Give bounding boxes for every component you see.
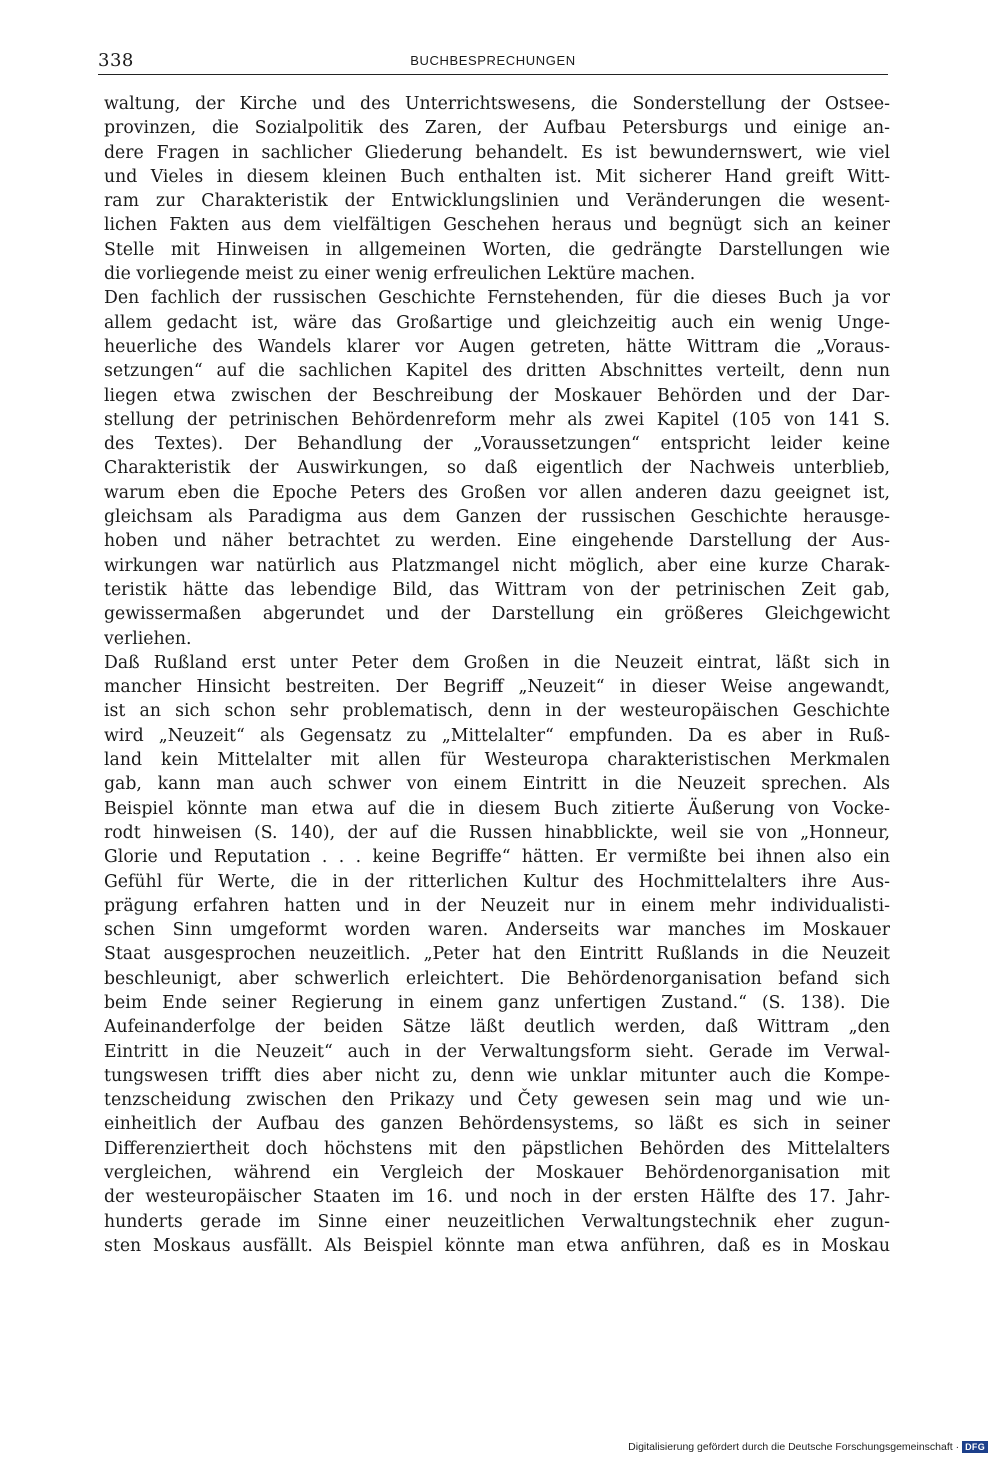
- text-line: Stelle mit Hinweisen in allgemeinen Worten, die gedrängte Darstellungen wie: [104, 239, 890, 260]
- text-line: liegen etwa zwischen der Beschreibung der Moskauer Behörden und der Dar-: [104, 385, 890, 406]
- dfg-logo: DFG: [962, 1441, 988, 1453]
- text-line: beim Ende seiner Regierung in einem ganz unfertigen Zustand.“ (S. 138). Die: [104, 992, 890, 1013]
- text-line: sten Moskaus ausfällt. Als Beispiel könnte man etwa anführen, daß es in Moskau: [104, 1235, 890, 1256]
- text-line: allem gedacht ist, wäre das Großartige und gleichzeitig auch ein wenig Unge-: [104, 312, 890, 333]
- paragraph: [104, 92, 890, 286]
- text-line: einheitlich der Aufbau des ganzen Behördensystems, so läßt es sich in seiner: [104, 1114, 890, 1135]
- text-line: gleichsam als Paradigma aus dem Ganzen der russischen Geschichte herausge-: [104, 507, 890, 528]
- text-line: tungswesen trifft dies aber nicht zu, denn wie unklar mitunter auch die Kompe-: [104, 1065, 890, 1086]
- paragraph: [104, 286, 890, 650]
- text-line: ram zur Charakteristik der Entwicklungslinien und Veränderungen die wesent-: [104, 191, 890, 212]
- paragraph: [104, 651, 890, 1258]
- body-text: [104, 92, 890, 1258]
- text-line: Beispiel könnte man etwa auf die in diesem Buch zitierte Äußerung von Vocke-: [104, 798, 890, 819]
- text-line: Aufeinanderfolge der beiden Sätze läßt deutlich werden, daß Wittram „den: [104, 1017, 890, 1038]
- text-line: der westeuropäischer Staaten im 16. und noch in der ersten Hälfte des 17. Jahr-: [104, 1187, 890, 1208]
- text-line: heuerliche des Wandels klarer vor Augen getreten, hätte Wittram die „Voraus-: [104, 336, 890, 357]
- text-line: provinzen, die Sozialpolitik des Zaren, der Aufbau Petersburgs und einige an-: [104, 118, 890, 139]
- text-line: prägung erfahren hatten und in der Neuzeit nur in einem mehr individualisti-: [104, 895, 890, 916]
- text-line: beschleunigt, aber schwerlich erleichtert. Die Behördenorganisation befand sich: [104, 968, 890, 989]
- text-line: vergleichen, während ein Vergleich der Moskauer Behördenorganisation mit: [104, 1163, 890, 1184]
- text-line: Glorie und Reputation . . . keine Begriffe“ hätten. Er vermißte bei ihnen also ein: [104, 847, 890, 868]
- text-line: Gefühl für Werte, die in der ritterlichen Kultur des Hochmittelalters ihre Aus-: [104, 871, 890, 892]
- text-line: teristik hätte das lebendige Bild, das Wittram von der petrinischen Zeit gab,: [104, 579, 890, 600]
- text-line: ist an sich schon sehr problematisch, denn in der westeuropäischen Geschichte: [104, 701, 890, 722]
- text-line: verliehen.: [104, 628, 192, 649]
- text-line: gab, kann man auch schwer von einem Eintritt in die Neuzeit sprechen. Als: [104, 774, 890, 795]
- text-line: hoben und näher betrachtet zu werden. Eine eingehende Darstellung der Aus-: [104, 531, 890, 552]
- text-line: setzungen“ auf die sachlichen Kapitel des dritten Abschnittes verteilt, denn nun: [104, 361, 890, 382]
- footer-credit: [628, 1441, 988, 1453]
- text-line: tenzscheidung zwischen den Prikazy und Čety gewesen sein mag und wie un-: [104, 1090, 890, 1111]
- text-line: Differenziertheit doch höchstens mit den päpstlichen Behörden des Mittelalters: [104, 1138, 890, 1159]
- text-line: mancher Hinsicht bestreiten. Der Begriff „Neuzeit“ in dieser Weise angewandt,: [104, 677, 890, 698]
- text-line: lichen Fakten aus dem vielfältigen Geschehen heraus und begnügt sich an keiner: [104, 215, 890, 236]
- page-header: [98, 50, 888, 75]
- text-line: Eintritt in die Neuzeit“ auch in der Verwaltungsform sieht. Gerade im Verwal-: [104, 1041, 890, 1062]
- text-line: schen Sinn umgeformt worden waren. Anderseits war manches im Moskauer: [104, 920, 890, 941]
- footer-credit-text: Digitalisierung gefördert durch die Deutsche Forschungsgemeinschaft ·: [628, 1441, 960, 1453]
- text-line: wird „Neuzeit“ als Gegensatz zu „Mittelalter“ empfunden. Da es aber in Ruß-: [104, 725, 890, 746]
- text-line: gewissermaßen abgerundet und der Darstellung ein größeres Gleichgewicht: [104, 604, 890, 625]
- text-line: des Textes). Der Behandlung der „Voraussetzungen“ entspricht leider keine: [104, 434, 890, 455]
- text-line: und Vieles in diesem kleinen Buch enthalten ist. Mit sicherer Hand greift Witt-: [104, 166, 890, 187]
- text-line: Den fachlich der russischen Geschichte Fernstehenden, für die dieses Buch ja vor: [104, 288, 890, 309]
- text-line: die vorliegende meist zu einer wenig erfreulichen Lektüre machen.: [104, 264, 696, 285]
- text-line: Daß Rußland erst unter Peter dem Großen in die Neuzeit eintrat, läßt sich in: [104, 652, 890, 673]
- text-line: waltung, der Kirche und des Unterrichtswesens, die Sonderstellung der Ostsee-: [104, 94, 890, 114]
- text-line: Staat ausgesprochen neuzeitlich. „Peter hat den Eintritt Rußlands in die Neuzeit: [104, 944, 890, 965]
- page-number: 338: [98, 50, 134, 71]
- text-line: warum eben die Epoche Peters des Großen vor allen anderen dazu geeignet ist,: [104, 482, 890, 503]
- text-line: wirkungen war natürlich aus Platzmangel nicht möglich, aber eine kurze Charak-: [104, 555, 890, 576]
- text-line: stellung der petrinischen Behördenreform mehr als zwei Kapitel (105 von 141 S.: [104, 409, 890, 430]
- text-line: hunderts gerade im Sinne einer neuzeitlichen Verwaltungstechnik eher zugun-: [104, 1211, 890, 1232]
- text-line: Charakteristik der Auswirkungen, so daß eigentlich der Nachweis unterblieb,: [104, 458, 890, 479]
- text-line: rodt hinweisen (S. 140), der auf die Russen hinabblickte, weil sie von „Honneur,: [104, 822, 890, 843]
- running-head: BUCHBESPRECHUNGEN: [410, 53, 576, 68]
- text-line: dere Fragen in sachlicher Gliederung behandelt. Es ist bewundernswert, wie viel: [104, 142, 890, 163]
- text-line: land kein Mittelalter mit allen für Westeuropa charakteristischen Merkmalen: [104, 750, 890, 771]
